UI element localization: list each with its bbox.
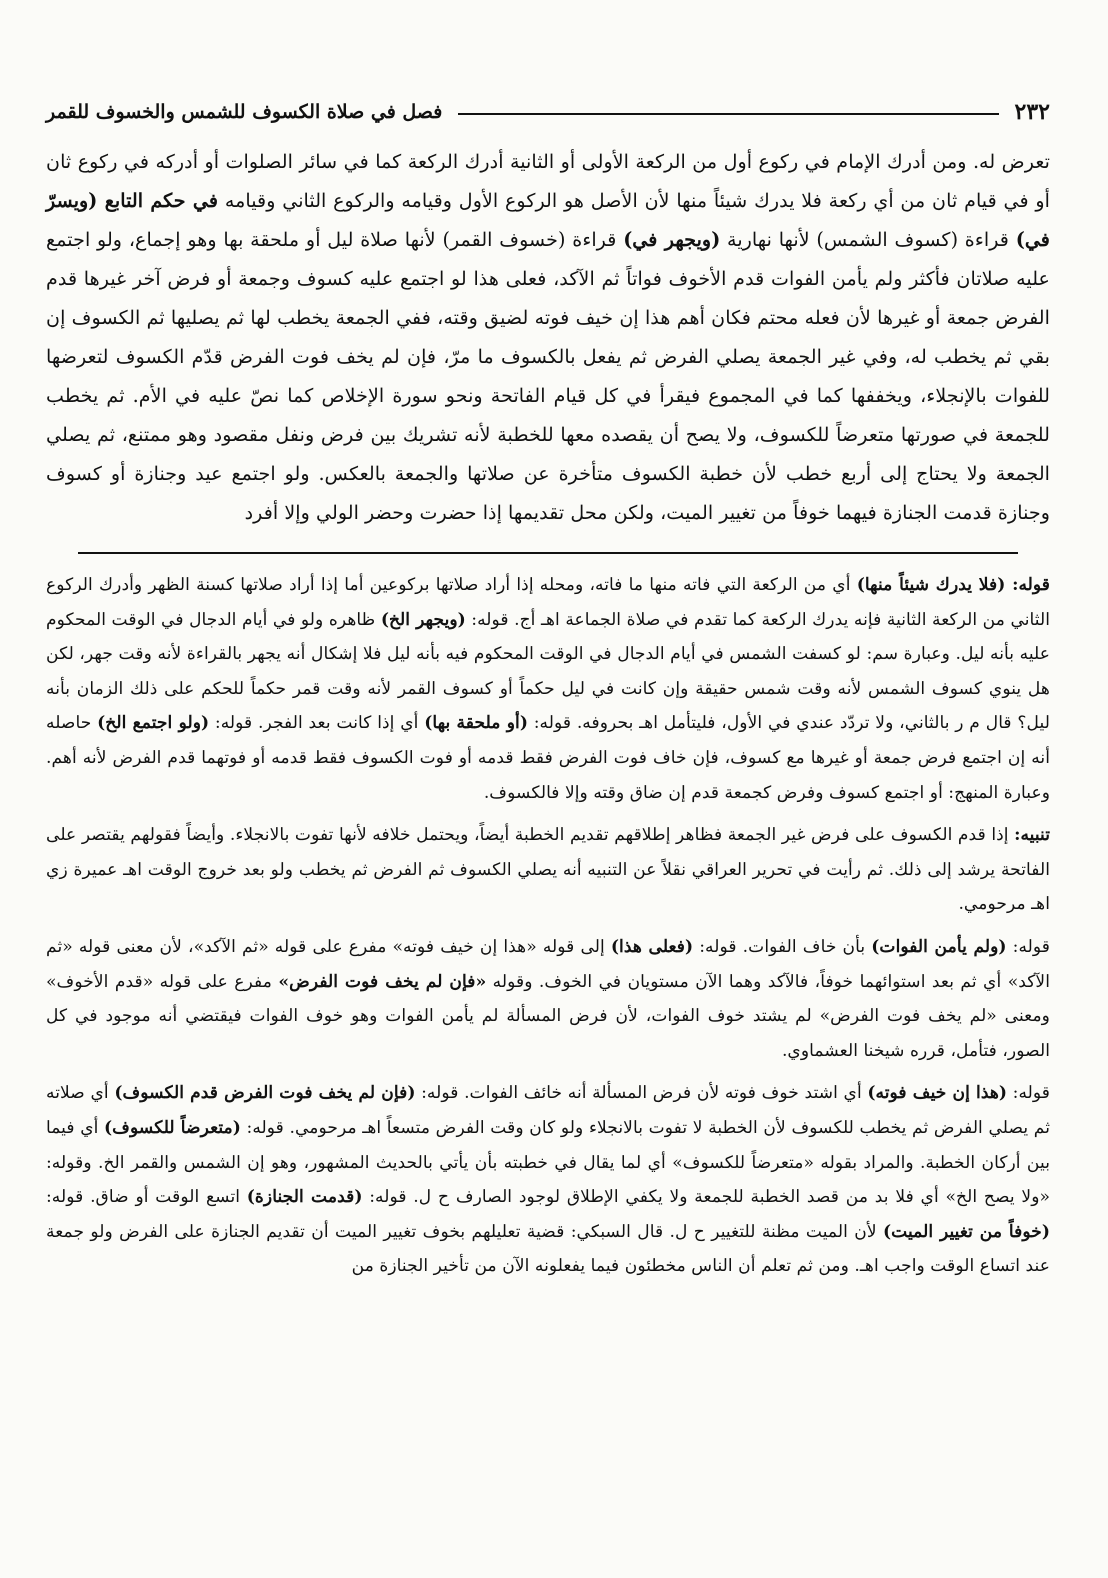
note-lemma: (ويجهر الخ) xyxy=(380,609,466,630)
footnote-divider xyxy=(78,552,1018,554)
note-text: إلى قوله «هذا إن خيف فوته» مفرع على قوله «ثم الآكد»، لأن معنى قوله «ثم الآكد» أي ثم بعد استوائهما خوفاً، فالآكد وهما الآن مستويان في الخوف. وقوله xyxy=(46,936,1050,992)
note-lemma: تنبيه: xyxy=(1014,825,1050,846)
note-lemma: (قدمت الجنازة) xyxy=(246,1187,363,1208)
page-header xyxy=(46,92,1050,132)
note-paragraph xyxy=(46,818,1050,922)
note-lemma: قوله: (فلا يدرك شيئاً منها) xyxy=(856,575,1050,595)
main-text-segment: تعرض له. ومن أدرك الإمام في ركوع أول من الركعة الأولى أو الثانية أدرك الركعة كما في سائر الصلوات أو أدركه في ركوع ثان أو في قيام ثان من أي ركعة فلا يدرك شيئاً منها لأن الأصل هو الركوع الأول وقيامه والركوع الثاني وقيامه xyxy=(46,150,1050,212)
note-lemma: «فإن لم يخف فوت الفرض» xyxy=(278,971,487,992)
main-text-bold: (ويجهر في) xyxy=(623,228,721,251)
note-lemma: (هذا إن خيف فوته) xyxy=(867,1083,1008,1104)
note-lemma: (ولم يأمن الفوات) xyxy=(871,936,1007,957)
note-paragraph xyxy=(46,930,1050,1068)
note-text: أي اشتد خوف فوته لأن فرض المسألة أنه خائف الفوات. قوله: xyxy=(415,1083,868,1104)
note-text: أي صلاته ثم يصلي الفرض ثم يخطب للكسوف لأن الخطبة لا تفوت بالانجلاء ولو كان وقت الفرض متسعاً اهـ مرحومي. قوله: xyxy=(46,1083,1050,1138)
main-text xyxy=(46,142,1050,532)
running-title: فصل في صلاة الكسوف للشمس والخسوف للقمر xyxy=(46,101,443,123)
commentary-notes xyxy=(46,568,1050,1284)
main-text-segment: قراءة (كسوف الشمس) لأنها نهارية xyxy=(720,228,1016,251)
note-text: أي فيما بين أركان الخطبة. والمراد بقوله «متعرضاً للكسوف» أي لما يقال في خطبته بأن يأتي بالحديث المشهور، وهو إن الشمس والقمر الخ. وقوله: «ولا يصح الخ» أي فلا بد من قصد الخطبة للجمعة ولا يكفي الإطلاق لوجود الصارف ح ل. قوله: xyxy=(46,1117,1051,1208)
note-lemma: (فعلى هذا) xyxy=(610,936,694,957)
note-text: أي من الركعة التي فاته منها ما فاته، ومحله إذا أراد صلاتها بركوعين أما إذا أراد صلاتها كسنة الظهر وأدرك الركوع الثاني من الركعة الثانية فإنه يدرك الركعة كما تقدم في صلاة الجماعة اهـ أج. قوله: xyxy=(46,575,1050,630)
note-text: بأن خاف الفوات. قوله: xyxy=(693,936,872,957)
note-paragraph xyxy=(46,1076,1050,1284)
note-text: قوله: xyxy=(1006,936,1051,957)
header-rule xyxy=(458,113,998,115)
main-text-bold: في حكم التابع (ويسرّ في) xyxy=(46,189,1050,251)
note-text: أي إذا كانت بعد الفجر. قوله: xyxy=(209,713,425,734)
note-text: ظاهره ولو في أيام الدجال في الوقت المحكوم عليه بأنه ليل. وعبارة سم: لو كسفت الشمس في أيام الدجال في الوقت المحكوم فيه بأنه ليل فلا إشكال أنه يجهر بالقراءة لأنه وقت جهر، لكن هل ينوي كسوف الشمس لأنه وقت شمس حقيقة وإن كانت في ليل حكماً أو كسوف القمر لأنه وقت قمر حكماً للحكم على ذلك الزمان بأنه ليل؟ قال م ر بالثاني، ولا تردّد عندي في الأول، فليتأمل اهـ بحروفه. قوله: xyxy=(46,609,1050,734)
note-lemma: (خوفاً من تغيير الميت) xyxy=(882,1221,1050,1242)
note-text: مفرع على قوله «قدم الأخوف» ومعنى «لم يخف فوت الفرض» لم يشتد خوف الفوات، لأن فرض المسألة لم يأمن الفوات وهو خوف الفوات فيقتضي أنه موجود في كل الصور، فتأمل، قرره شيخنا العشماوي. xyxy=(46,971,1050,1061)
note-text: قوله: xyxy=(1007,1083,1051,1104)
note-lemma: (متعرضاً للكسوف) xyxy=(104,1117,241,1138)
note-text: إذا قدم الكسوف على فرض غير الجمعة فظاهر إطلاقهم تقديم الخطبة أيضاً، ويحتمل خلافه لأنها تفوت بالانجلاء. وأيضاً فقولهم يقتصر على الفاتحة يرشد إلى ذلك. ثم رأيت في تحرير العراقي نقلاً عن التنبيه أنه يصلي الكسوف ثم الفرض ثم يخطب ولو بعد خروج الوقت اهـ عميرة زي اهـ مرحومي. xyxy=(46,825,1050,915)
note-lemma: (أو ملحقة بها) xyxy=(424,713,528,734)
page-number: ٢٣٢ xyxy=(1014,99,1050,125)
note-text: لأن الميت مظنة للتغيير ح ل. قال السبكي: قضية تعليلهم بخوف تغيير الميت أن تقديم الجنازة على الفرض ولو جمعة عند اتساع الوقت واجب اهـ. ومن ثم تعلم أن الناس مخطئون فيما يفعلونه الآن من تأخير الجنازة من xyxy=(46,1221,1050,1277)
note-text: حاصله أنه إن اجتمع فرض جمعة أو غيرها مع كسوف، فإن خاف فوت الفرض فقط قدمه أو فوت الكسوف فقط قدمه أو فوتهما قدم الفرض لأنه أهم. وعبارة المنهج: أو اجتمع كسوف وفرض كجمعة قدم إن ضاق وقته وإلا فالكسوف. xyxy=(46,713,1050,803)
note-lemma: (ولو اجتمع الخ) xyxy=(97,713,210,734)
note-paragraph xyxy=(46,568,1050,810)
note-text: اتسع الوقت أو ضاق. قوله: xyxy=(46,1187,247,1208)
main-text-segment: قراءة (خسوف القمر) لأنها صلاة ليل أو ملحقة بها وهو إجماع، ولو اجتمع عليه صلاتان فأكثر ولم يأمن الفوات قدم الأخوف فواتاً ثم الآكد، فعلى هذا لو اجتمع عليه كسوف وجمعة أو فرض آخر غيرها قدم الفرض جمعة أو غيرها لأن فعله محتم فكان أهم هذا إن خيف فوته لضيق وقته، ففي الجمعة يخطب لها ثم يصليها ثم الكسوف إن بقي ثم يخطب له، وفي غير الجمعة يصلي الفرض ثم يفعل بالكسوف ما مرّ، فإن لم يخف فوت الفرض قدّم الكسوف لتعرضها للفوات بالإنجلاء، ويخففها كما في المجموع فيقرأ في كل قيام الفاتحة ونحو سورة الإخلاص كما نصّ عليه في الأم. ثم يخطب للجمعة في صورتها متعرضاً للكسوف، ولا يصح أن يقصده معها للخطبة لأنه تشريك بين فرض ونفل مقصود وهو ممتنع، ثم يصلي الجمعة ولا يحتاج إلى أربع خطب لأن خطبة الكسوف متأخرة عن صلاتها والجمعة بالعكس. ولو اجتمع عيد وجنازة أو كسوف وجنازة قدمت الجنازة فيهما خوفاً من تغيير الميت، ولكن محل تقديمها إذا حضرت وحضر الولي وإلا أفرد xyxy=(46,228,1050,524)
note-lemma: (فإن لم يخف فوت الفرض قدم الكسوف) xyxy=(114,1083,416,1104)
